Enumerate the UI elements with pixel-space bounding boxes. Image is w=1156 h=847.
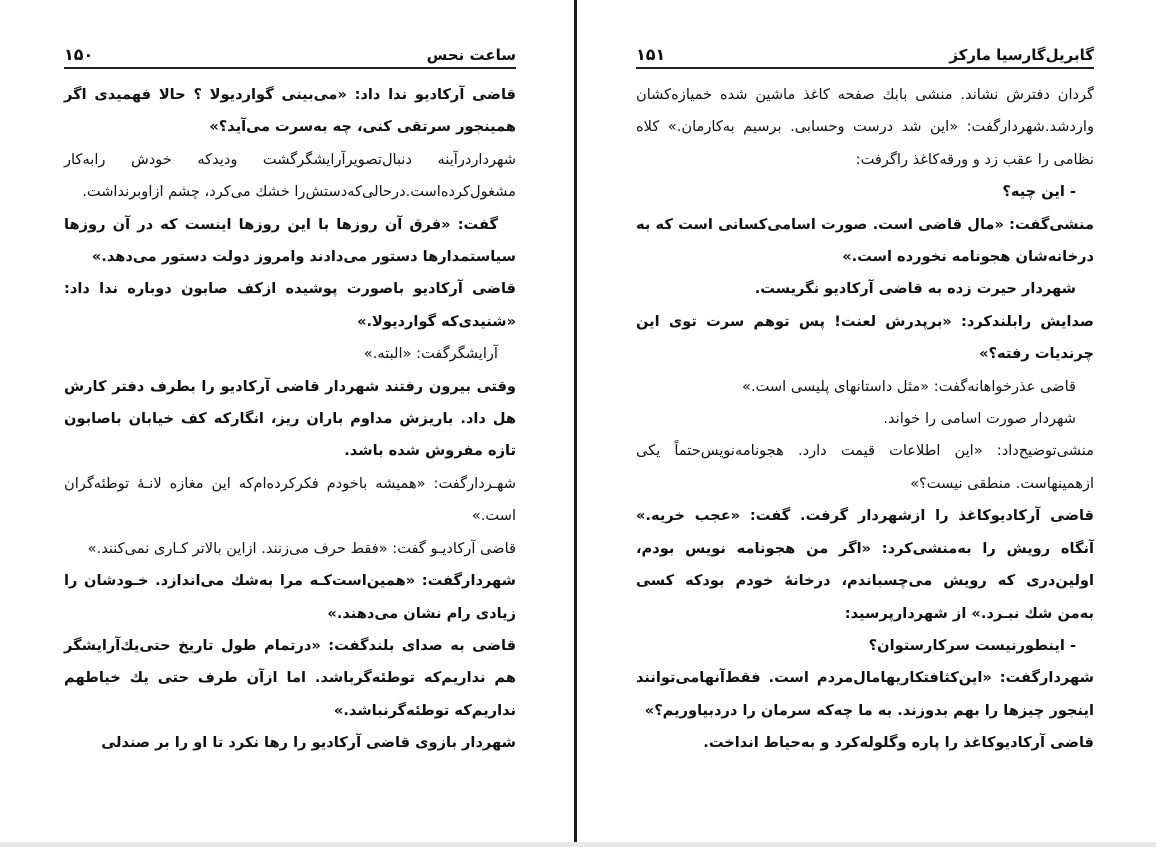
- book-spine: [574, 0, 577, 847]
- paragraph: شهرداردرآینه دنبال‌تصویرآرایشگرگشت ودیدکه خودش رابه‌کار مشغول‌کرده‌است.درحالی‌که‌دستش‌را خشك می‌کرد، چشم ازاوبرنداشت.: [64, 150, 516, 201]
- paragraph: منشی‌گفت: «مال قاضی است. صورت اسامی‌کسانی است که به درخانه‌شان هجونامه نخورده است.»: [636, 215, 1094, 266]
- right-page: [578, 0, 1156, 847]
- paragraph: گردان دفترش نشاند. منشی بابك صفحه کاغذ ماشین شده خمیازه‌کشان واردشد.شهردارگفت: «این شد درست وحسابی. برسیم به‌کارمان.» کلاه نظامی را عقب زد و ورقه‌کاغذ راگرفت:: [636, 86, 1094, 168]
- paragraph: قاضی عذرخواهانه‌گفت: «مثل داستانهای پلیسی است.»: [742, 377, 1076, 395]
- paragraph: قاضی آرکادیو ندا داد: «می‌بینی گواردیولا ؟ حالا فهمیدی اگر همینجور سرتقی کنی، چه به‌سرت می‌آید؟»: [64, 86, 516, 136]
- paragraph: شهردارگفت: «همین‌است‌کـه مرا به‌شك می‌اندازد. خـودشان را زیادی رام نشان می‌دهند.»: [64, 572, 516, 622]
- left-page-header: [64, 42, 516, 69]
- paragraph: قاضی آرکادیوکاغذ را پاره وگلوله‌کرد و به‌حیاط انداخت.: [703, 734, 1094, 752]
- bottom-edge: [0, 842, 1156, 847]
- paragraph: شهردارگفت: «این‌کثافتکاریهامال‌مردم است. فقط‌آنهامی‌توانند اینجور چیزها را بهم بدوزند. به ما چه‌که سرمان را دردبیاوریم؟»: [636, 669, 1094, 719]
- paragraph: آرایشگرگفت: «البته.»: [363, 345, 498, 363]
- paragraph: شهـردارگفت: «همیشه باخودم فکرکرده‌ام‌که این مغازه لانـهٔ توطئه‌گران است.»: [64, 474, 516, 525]
- right-page-number: ۱۵۱: [636, 45, 666, 64]
- left-running-title: ساعت نحس: [426, 46, 516, 64]
- paragraph: - این چیه؟: [1002, 183, 1076, 201]
- paragraph: شهردار صورت اسامی را خواند.: [883, 410, 1076, 428]
- paragraph: وقتی بیرون رفتند شهردار قاضی آرکادیو را بطرف دفتر کارش هل داد. باریزش مداوم باران ریز، انگارکه کف خیابان باصابون تازه مفروش شده باشد.: [64, 377, 516, 460]
- paragraph: قاضی آرکادیـو گفت: «فقط حرف می‌زنند. ازاین بالاتر کـاری نمی‌کنند.»: [87, 539, 516, 557]
- paragraph: منشی‌توضیح‌داد: «این اطلاعات قیمت دارد. هجونامه‌نویس‌حتماً یکی ازهمینهاست. منطقی نیست؟»: [636, 442, 1094, 492]
- paragraph: قاضی آرکادیو باصورت پوشیده ازکف صابون دوباره ندا داد: «شنیدی‌که گواردیولا.»: [64, 280, 516, 330]
- paragraph: گفت: «فرق آن روزها با این روزها اینست که در آن روزها سیاستمدارها دستور می‌دادند وامروز دولت دستور می‌دهد.»: [64, 215, 516, 266]
- right-page-header: [636, 42, 1094, 69]
- paragraph: قاضی آرکادیوکاغذ را ازشهردار گرفت. گفت: «عجب خریه.» آنگاه رویش را به‌منشی‌کرد: «اگر من هجونامه نویس بودم، اولین‌دری که رویش می‌چسباندم، درخانهٔ خودم بودکه کسی به‌من شك نبـرد.» از شهردارپرسید:: [636, 507, 1094, 622]
- left-page-number: ۱۵۰: [64, 45, 94, 64]
- paragraph: شهردار حیرت زده به قاضی آرکادیو نگریست.: [754, 280, 1076, 298]
- right-running-title: گابریل‌گارسیا مارکز: [949, 46, 1094, 64]
- paragraph: صدایش رابلندکرد: «برپدرش لعنت! پس توهم سرت توی این چرندیات رفته؟»: [636, 312, 1094, 363]
- paragraph: قاضی به صدای بلندگفت: «درتمام طول تاریخ حتی‌یك‌آرایشگر هم نداریم‌که توطئه‌گرباشد. اما ازآن طرف حتی یك خیاطهم نداریم‌که توطئه‌گرنباشد.»: [64, 636, 516, 719]
- paragraph: شهردار بازوی قاضی آرکادیو را رها نکرد تا او را بر صندلی: [101, 734, 516, 752]
- paragraph: - اینطورنیست سرکارستوان؟: [868, 636, 1076, 654]
- left-page: [0, 0, 576, 847]
